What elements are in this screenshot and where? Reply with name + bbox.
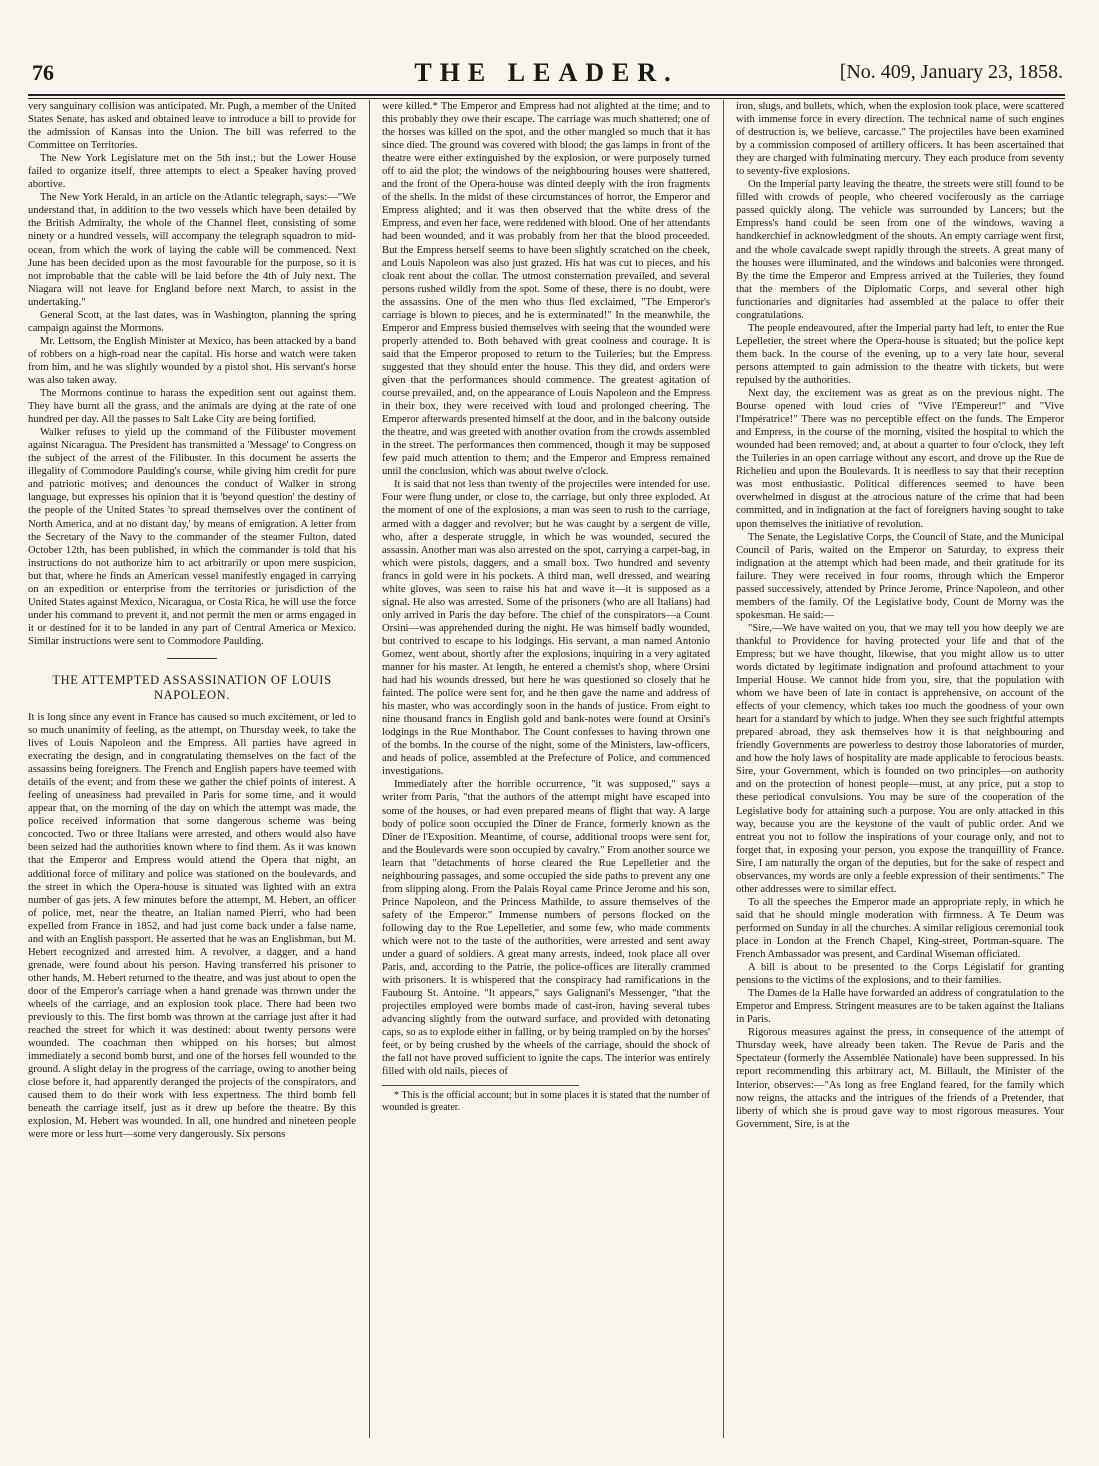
column-3 — [736, 100, 1064, 1438]
section-heading: THE ATTEMPTED ASSASSINATION OF LOUIS NAPOLEON. — [52, 672, 332, 702]
page-number: 76 — [32, 60, 54, 85]
column-divider — [369, 100, 370, 1438]
paragraph: To all the speeches the Emperor made an appropriate reply, in which he said that he should mingle moderation with firmness. A Te Deum was performed on Sunday in all the churches. A similar religious ceremonial took place in London at the French Chapel, King-street, Portman-square. The French Ambassador was present, and Cardinal Wiseman officiated. — [736, 896, 1064, 961]
issue-info: [No. 409, January 23, 1858. — [839, 61, 1063, 83]
footnote: * This is the official account; but in some places it is stated that the number of wounded is greater. — [382, 1089, 710, 1113]
paragraph: The New York Herald, in an article on the Atlantic telegraph, says:—"We understand that, in addition to the two vessels which have been detailed by the British Admiralty, the whole of the Channel fleet, consisting of some ninety or a hundred vessels, will accompany the telegraph squadron to mid-ocean, from which the work of laying the cable will be commenced. Next June has been decided upon as the most favourable for the purpose, so it is not improbable that the cable will be laid before the 4th of July next. The Niagara will not leave for England before next March, to assist in the undertaking." — [28, 192, 356, 308]
paragraph: The Mormons continue to harass the expedition sent out against them. They have burnt all the grass, and the animals are dying at the rate of one hundred per day. All the passes to Salt Lake City are being fortified. — [28, 388, 356, 426]
paragraph: Walker refuses to yield up the command of the Filibuster movement against Nicaragua. The President has transmitted a 'Message' to Congress on the subject of the arrest of the Filibuster. In this document he asserts the illegality of Commodore Paulding's course, while giving him credit for pure and patriotic motives; and denounces the conduct of Walker in strong language, but expresses his opinion that it is 'beyond question' the destiny of the people of the United States 'to spread themselves over the continent of North America, and at no distant day,' by means of emigration. A letter from the Secretary of the Navy to the commander of the steamer Fulton, dated October 12th, has been published, in which the commander is told that his instructions do not authorize him to act arbitrarily or upon mere suspicion, but that, where he finds an American vessel manifestly engaged in carrying on an expedition or enterprise from the territories or jurisdiction of the United States against Mexico, Nicaragua, or Costa Rica, he will use the force under his command to prevent it, and not permit the men or arms engaged in it or destined for it to be landed in any part of Central America or Mexico. Similar instructions were sent to Commodore Paulding. — [28, 427, 356, 647]
paragraph: On the Imperial party leaving the theatre, the streets were still found to be filled with crowds of people, who cheered vociferously as the carriage passed quickly along. The vehicle was surrounded by Lancers; but the Empress's hand could be seen from one of the windows, waving a handkerchief in acknowledgment of the shouts. An empty carriage went first, and the whole cavalcade swept rapidly through the streets. A great many of the houses were illuminated, and the windows and balconies were thronged. By the time the Emperor and Empress arrived at the Tuileries, they found that the members of the Diplomatic Corps, and several other high functionaries and dignitaries had assembled at the palace to offer their congratulations. — [736, 179, 1064, 321]
paragraph: Next day, the excitement was as great as on the previous night. The Bourse opened with loud cries of "Vive l'Empereur!" and "Vive l'Impératrice!" There was no perceptible effect on the funds. The Emperor and Empress, in the course of the morning, visited the hospital to which the wounded had been removed; and, at about a quarter to four o'clock, they left the Tuileries in an open carriage without any escort, and drove up the Rue de Richelieu and upon the Boulevards. It is needless to say that their reception was most enthusiastic. Political differences seemed to have been overwhelmed in disgust at the atrocious nature of the crime that had been committed, and in indignation at the fact of foreigners having sought to take upon themselves the initiative of revolution. — [736, 388, 1064, 530]
paragraph: The people endeavoured, after the Imperial party had left, to enter the Rue Lepelletier, the street where the Opera-house is situated; but the police kept them back. In the course of the evening, up to a very late hour, several persons attempted to gain admission to the theatre with tickets, but were repulsed by the authorities. — [736, 322, 1064, 386]
paragraph: The Senate, the Legislative Corps, the Council of State, and the Municipal Council of Paris, waited on the Emperor on Saturday, to express their indignation at the attempt which had been made, and their gratitude for its failure. They were received in four rooms, through which the Emperor passed successively, attended by Prince Jerome, Prince Napoleon, and other members of the family. Of the Legislative body, Count de Morny was the spokesman. He said:— — [736, 531, 1064, 621]
column-divider — [723, 100, 724, 1438]
paragraph: A bill is about to be presented to the Corps Législatif for granting pensions to the victims of the explosions, and to their families. — [736, 962, 1064, 987]
masthead-rule — [28, 94, 1065, 96]
paragraph: General Scott, at the last dates, was in Washington, planning the spring campaign against the Mormons. — [28, 309, 356, 334]
paragraph: The New York Legislature met on the 5th inst.; but the Lower House failed to organize itself, three attempts to elect a Speaker having proved abortive. — [28, 153, 356, 191]
paragraph: were killed.* The Emperor and Empress had not alighted at the time; and to this probably they owe their escape. The carriage was much shattered; one of the horses was killed on the spot, and the other mangled so much that it has since died. The ground was covered with blood; the gas lamps in front of the theatre were either extinguished by the explosion, or were purposely turned off to aid the plot; the windows of the neighbouring houses were shattered, and the front of the Opera-house was dinted deeply with the iron fragments of the shells. In the midst of these circumstances of horror, the Emperor and Empress alighted; and it was then observed that the white dress of the Empress, and even her face, were reddened with blood. One of her attendants had been wounded, and it was probably from her that the blood proceeded. But the Empress herself seems to have been slightly scratched on the cheek, and Louis Napoleon was also just grazed. His hat was cut to pieces, and his cloak rent about the collar. The utmost consternation prevailed, and several persons rushed wildly from the spot. Some of these, there is no doubt, were the assassins. One of the men who thus fled exclaimed, "The Emperor's carriage is blown to pieces, and he is exterminated!" In the meanwhile, the Emperor and Empress busied themselves with seeing that the wounded were properly attended to. Both behaved with great coolness and courage. It is said that the Emperor proposed to return to the Tuileries; but the Empress suggested that they should enter the house. This they did, and orders were given that the performances should commence. The greatest agitation of course prevailed, and, on the appearance of Louis Napoleon and the Empress in their box, they were received with loud and prolonged cheering. The Emperor afterwards presented himself at the door, and in the balcony outside the theatre, and was greeted with another ovation from the crowds assembled in the street. The performances then commenced, though it may be supposed few paid much attention to them; and the Emperor and Empress remained until the conclusion, which was about twelve o'clock. — [382, 101, 710, 478]
masthead — [28, 58, 1065, 94]
paragraph: iron, slugs, and bullets, which, when the explosion took place, were scattered with immense force in every direction. The technical name of such engines of destruction is, we believe, carcasse." The projectiles have been examined by a commission composed of artillery officers. It has been ascertained that they are charged with fulminating mercury. They each produce from seventy to seventy-five explosions. — [736, 101, 1064, 178]
paragraph: Mr. Lettsom, the English Minister at Mexico, has been attacked by a band of robbers on a high-road near the capital. His horse and watch were taken from him, and he was slightly wounded by a pistol shot. His servant's horse was also taken away. — [28, 335, 356, 386]
paragraph: It is long since any event in France has caused so much excitement, or led to so much unanimity of feeling, as the attempt, on Thursday week, to take the lives of Louis Napoleon and the Empress. All parties have agreed in execrating the design, and in congratulating themselves on the fact of the assassins being foreigners. The French and English papers have teemed with details of the event; and from these we gather the chief points of interest. A feeling of uneasiness had prevailed in Paris for some time, and it would appear that, on the morning of the day on which the attempt was made, the police received information that some dangerous scheme was being concocted. Two or three Italians were arrested, and others would also have been seized had the authorities known where to find them. As it was known that the Emperor and Empress would attend the Opera that night, an additional force of military and police was stationed on the boulevards, and the street in which the Opera-house is situated was lighted with an extra number of gas jets. A few minutes before the attempt, M. Hebert, an officer of police, met, near the theatre, an Italian named Pierri, who had been expelled from France in 1852, and had just come back under a false name, and with an English passport. He asserted that he was an Englishman, but M. Hebert recognized and arrested him. A revolver, a dagger, and a hand grenade, were found about his person. Having transferred his prisoner to other hands, M. Hebert returned to the theatre, and was just about to open the door of the Emperor's carriage when a hand grenade was thrown under the wheels of the carriage, and an explosion took place. There had been two previously to this. The first bomb was thrown at the carriage just after it had reached the street for which it was destined: about twenty persons were wounded. The coachman then whipped on his horses; but almost immediately a second bomb burst, and one of the horses fell wounded to the ground. A slight delay in the progress of the carriage, owing to another being close before it, had apparently deranged the projects of the conspirators, and caused them to do their work with less expertness. The third bomb fell beneath the carriage itself, just as it drew up before the theatre. By this explosion, M. Hebert was wounded. In all, one hundred and nineteen people were more or less hurt—some very dangerously. Six persons — [28, 711, 356, 1141]
column-2 — [382, 100, 710, 1438]
paragraph: The Dames de la Halle have forwarded an address of congratulation to the Emperor and Empress. Stringent measures are to be taken against the Italians in Paris. — [736, 988, 1064, 1026]
column-1 — [28, 100, 356, 1438]
masthead-rule-thin — [28, 98, 1065, 99]
paragraph: Rigorous measures against the press, in consequence of the attempt of Thursday week, have already been taken. The Revue de Paris and the Spectateur (formerly the Assemblée Nationale) have been suppressed. In his report recommending this arbitrary act, M. Billault, the Minister of the Interior, observes:—"As long as free England feared, for the family which now reigns, the attacks and the intrigues of the friends of a Pretender, that liberty of which she is proud gave way to most rigorous measures. Your Government, Sire, is at the — [736, 1027, 1064, 1130]
text-columns — [28, 100, 1065, 1440]
footnote-rule — [382, 1085, 579, 1086]
paper-title: THE LEADER. — [414, 58, 679, 87]
paragraph: "Sire,—We have waited on you, that we may tell you how deeply we are thankful to Providence for having protected your life and that of the Empress; but we have thought, likewise, that you might allow us to utter words dictated by legitimate indignation and profound attachment to your Imperial House. We cannot hide from you, sire, that the population with whom we have been of late in contact is apprehensive, on account of the effects of your clemency, which takes too much the goodness of your own heart for a standard by which to judge. When they see such frightful attempts prepared abroad, they ask themselves how it is that neighbouring and friendly Governments are powerless to destroy those laboratories of murder, and how the holy laws of hospitality are made applicable to ferocious beasts. Sire, your Government, which is founded on two principles—on authority and on the protection of honest people—must, at any price, put a stop to these periodical convulsions. You may be sure of the cooperation of the Legislative body for attaining such a purpose. You are only attacked in this way, because you are the keystone of the vault of public order. And we entreat you not to follow the inspirations of your courage only, and not to forget that, in exposing your person, you expose the tranquillity of France. Sire, I am naturally the organ of the deputies, but for the sake of respect and observances, my words are only a feeble expression of their sentiments." The other addresses were to similar effect. — [736, 622, 1064, 895]
paragraph: Immediately after the horrible occurrence, "it was supposed," says a writer from Paris, "that the authors of the attempt might have escaped into some of the houses, or had even prepared means of flight that way. A large body of police soon occupied the Dîner de France, formerly known as the Dîner de l'Exposition. Meantime, of course, additional troops were sent for, and the Boulevards were soon occupied by cavalry." From another source we learn that "detachments of horse cleared the Rue Lepelletier and the neighbouring passages, and some occupied the side paths to prevent any one from slipping along. From the Palais Royal came Prince Jerome and his son, Prince Napoleon, and the Princess Mathilde, to assure themselves of the safety of the Emperor." Immense numbers of persons flocked on the following day to the Rue Lepelletier, and some few, who made comments which were not to the taste of the authorities, were arrested and sent away under a guard of soldiers. A great many arrests, indeed, took place all over Paris, and, according to the Patrie, the police-offices are literally crammed with prisoners. It is whispered that the conspiracy had ramifications in the Faubourg St. Antoine. "It appears," says Galignani's Messenger, "that the projectiles employed were bombs made of cast-iron, having several tubes advancing slightly from the outward surface, and provided with detonating caps, so as to explode either in falling, or by being trampled on by the horses' feet, or by being crushed by the wheels of the carriage, should the shock of the fall not have proved sufficient to ignite the caps. The interior was entirely filled with old nails, pieces of — [382, 779, 710, 1078]
section-divider — [167, 658, 217, 659]
paragraph: very sanguinary collision was anticipated. Mr. Pugh, a member of the United States Senate, has asked and obtained leave to introduce a bill to provide for the admission of Kansas into the Union. The bill was referred to the Committee on Territories. — [28, 101, 356, 152]
paragraph: It is said that not less than twenty of the projectiles were intended for use. Four were flung under, or close to, the carriage, but only three exploded. At the moment of one of the explosions, a man was seen to rush to the carriage, armed with a dagger and revolver; but he was caught by a sergent de ville, who, after a desperate struggle, in which he was wounded, secured the assassin. Another man was also arrested on the spot, carrying a carpet-bag, in which were pistols, daggers, and a small box. Two hundred and seventy francs in gold were in his pockets. A third man, well dressed, and wearing white gloves, was seen to raise his hat and wave it—it is supposed as a signal. He also was arrested. Some of the prisoners (who are all Italians) had only arrived in Paris the day before. The chief of the conspirators—a Count Orsini—was apprehended during the night. He was himself badly wounded, but contrived to escape to his lodgings. His servant, a man named Antonio Gomez, went about, shortly after the explosions, inquiring in a very agitated manner for his master. At length, he entered a chemist's shop, where Orsini had had his wounds dressed, but here he was questioned so closely that he fainted. The police were sent for, and he then gave the name and address of his master, who was accordingly soon in the hands of justice. From eight to nine thousand francs in English gold and bank-notes were found at Orsini's lodgings in the Rue Monthabor. The Count confesses to having thrown one of the bombs. In the course of the night, some of the Ministers, law-officers, and heads of police, assembled at the Prefecture of Police, and commenced investigations. — [382, 479, 710, 778]
